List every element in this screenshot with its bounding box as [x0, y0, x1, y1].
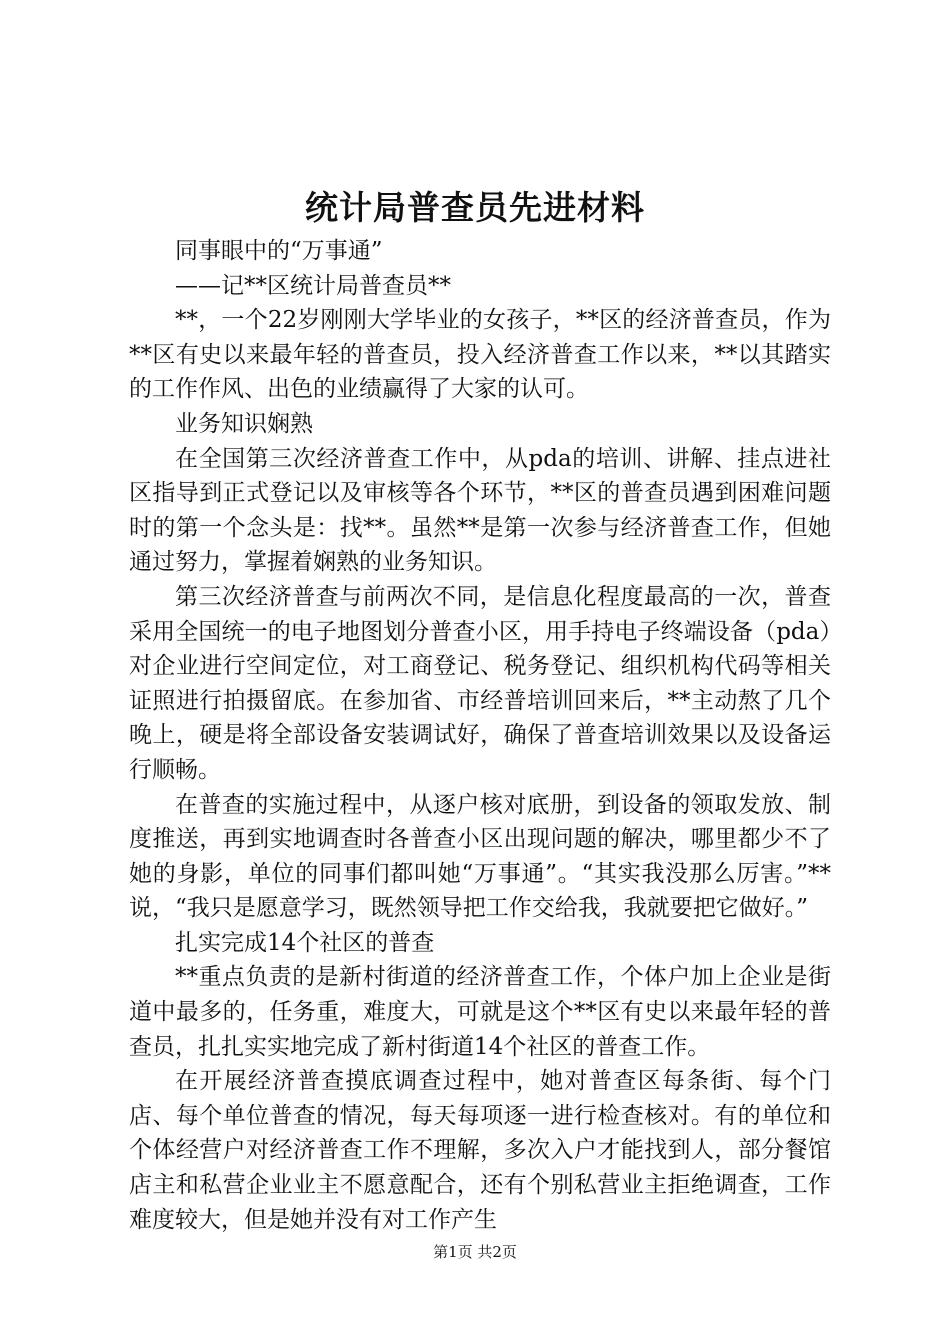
document-body — [129, 234, 831, 1237]
paragraph: 第三次经济普查与前两次不同，是信息化程度最高的一次，普查采用全国统一的电子地图划分普查小区，用手持电子终端设备（pda）对企业进行空间定位，对工商登记、税务登记、组织机构代码等相关证照进行拍摄留底。在参加省、市经普培训回来后，**主动熬了几个晚上，硬是将全部设备安装调试好，确保了普查培训效果以及设备运行顺畅。 — [129, 583, 831, 783]
paragraph: 在普查的实施过程中，从逐户核对底册，到设备的领取发放、制度推送，再到实地调查时各普查小区出现问题的解决，哪里都少不了她的身影，单位的同事们都叫她“万事通”。“其实我没那么厉害。”**说，“我只是愿意学习，既然领导把工作交给我，我就要把它做好。” — [129, 791, 831, 922]
paragraph: 在开展经济普查摸底调查过程中，她对普查区每条街、每个门店、每个单位普查的情况，每天每项逐一进行检查核对。有的单位和个体经营户对经济普查工作不理解，多次入户才能找到人，部分餐馆店主和私营企业业主不愿意配合，还有个别私营业主拒绝调查，工作难度较大，但是她并没有对工作产生 — [129, 1068, 831, 1233]
paragraph: 在全国第三次经济普查工作中，从pda的培训、讲解、挂点进社区指导到正式登记以及审核等各个环节，**区的普查员遇到困难问题时的第一个念头是：找**。虽然**是第一次参与经济普查工作，但她通过努力，掌握着娴熟的业务知识。 — [129, 445, 831, 576]
paragraph-byline: ——记**区统计局普查员** — [175, 272, 451, 299]
document-title: 统计局普查员先进材料 — [305, 188, 645, 227]
section-heading: 扎实完成14个社区的普查 — [175, 929, 435, 956]
paragraph: **，一个22岁刚刚大学毕业的女孩子，**区的经济普查员，作为**区有史以来最年轻的普查员，投入经济普查工作以来，**以其踏实的工作作风、出色的业绩赢得了大家的认可。 — [129, 307, 831, 403]
paragraph: **重点负责的是新村街道的经济普查工作，个体户加上企业是街道中最多的，任务重，难度大，可就是这个**区有史以来最年轻的普查员，扎扎实实地完成了新村街道14个社区的普查工作。 — [129, 964, 831, 1060]
paragraph-subtitle: 同事眼中的“万事通” — [175, 238, 383, 264]
section-heading: 业务知识娴熟 — [175, 410, 313, 437]
page-footer: 第1页 共2页 — [433, 1243, 517, 1261]
